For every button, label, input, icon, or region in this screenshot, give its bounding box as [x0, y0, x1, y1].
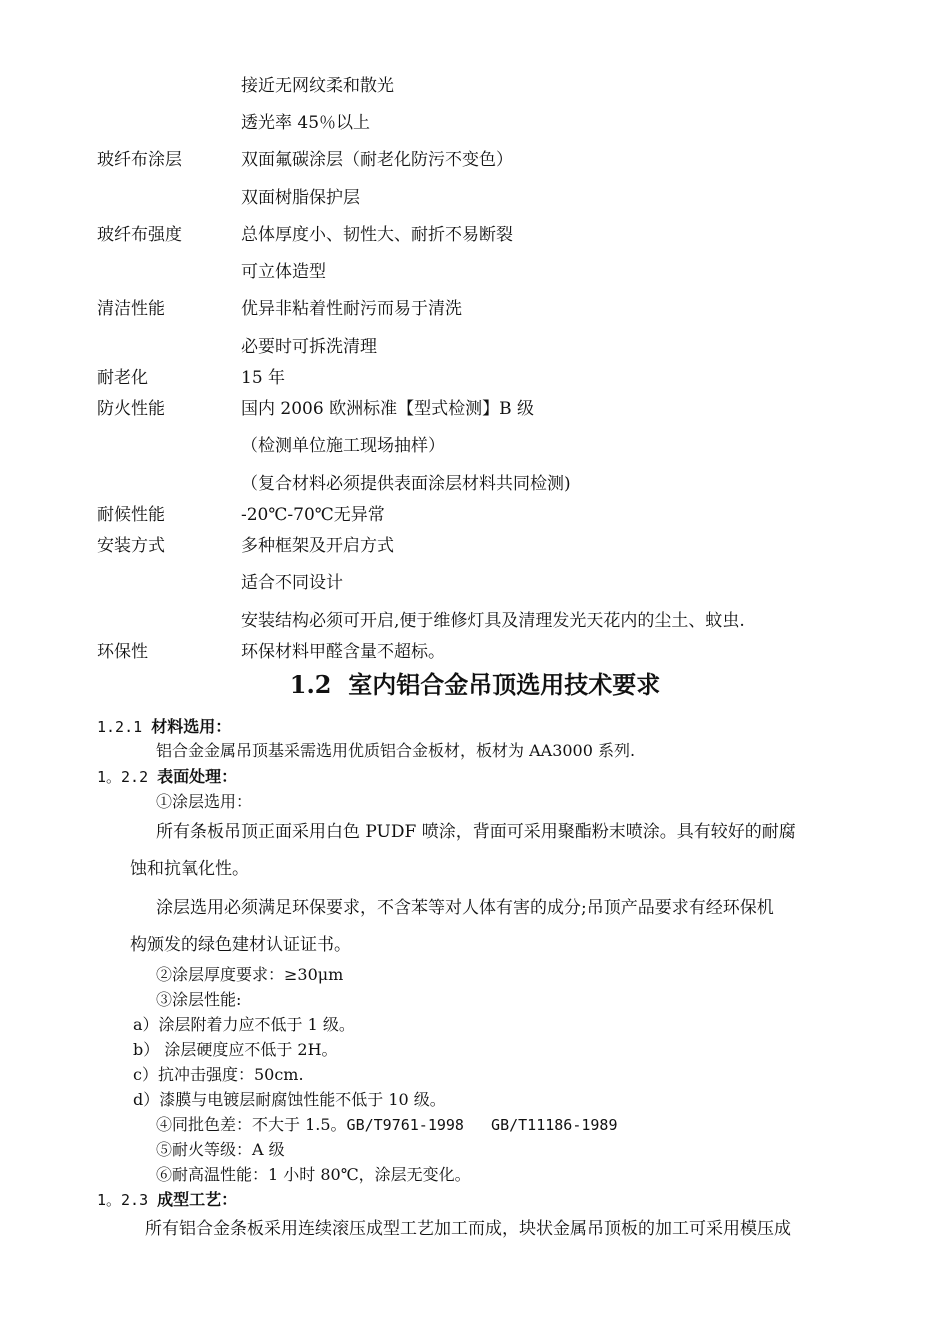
standard-codes: GB/T9761-1998 GB/T11186-1989: [346, 1116, 618, 1134]
spec-value: 接近无网纹柔和散光: [241, 76, 394, 96]
subsection-title: 成型工艺：: [157, 1190, 238, 1209]
spec-value: 15 年: [241, 368, 286, 388]
paragraph: 蚀和抗氧化性。: [130, 859, 249, 879]
subsection-number: 1.2.1: [97, 718, 143, 736]
spec-label: 玻纤布涂层: [97, 150, 182, 170]
spec-value: 多种框架及开启方式: [241, 536, 394, 556]
spec-value: 可立体造型: [241, 262, 326, 282]
paragraph: 涂层选用必须满足环保要求，不含苯等对人体有害的成分;吊顶产品要求有经环保机: [156, 898, 774, 918]
subsection-heading-122: [97, 766, 237, 788]
spec-value: 总体厚度小、韧性大、耐折不易断裂: [241, 225, 513, 245]
spec-label: 安装方式: [97, 536, 165, 556]
spec-value: 必要时可拆洗清理: [241, 337, 377, 357]
section-heading: [0, 670, 950, 700]
subsection-heading-123: [97, 1189, 237, 1211]
spec-value: -20℃-70℃无异常: [241, 505, 385, 525]
list-item: ①涂层选用：: [156, 792, 253, 811]
list-item-text: ④同批色差：不大于 1.5。: [156, 1115, 347, 1134]
list-item: ⑥耐高温性能：1 小时 80℃，涂层无变化。: [156, 1165, 471, 1184]
spec-label: 耐候性能: [97, 505, 165, 525]
list-item: d）漆膜与电镀层耐腐蚀性能不低于 10 级。: [133, 1090, 446, 1109]
paragraph: 所有条板吊顶正面采用白色 PUDF 喷涂，背面可采用聚酯粉末喷涂。具有较好的耐腐: [156, 822, 796, 842]
subsection-heading-121: [97, 716, 231, 738]
spec-value: 透光率 45％以上: [241, 113, 371, 133]
subsection-title: 表面处理：: [157, 767, 238, 786]
list-item: b） 涂层硬度应不低于 2H。: [133, 1040, 338, 1059]
spec-value: 双面树脂保护层: [241, 188, 360, 208]
spec-value: 安装结构必须可开启,便于维修灯具及清理发光天花内的尘土、蚊虫.: [241, 611, 745, 631]
spec-value: 国内 2006 欧洲标准【型式检测】B 级: [241, 399, 534, 419]
list-item: ⑤耐火等级：A 级: [156, 1140, 285, 1159]
section-number: 1.2: [289, 670, 332, 699]
spec-value: 环保材料甲醛含量不超标。: [241, 642, 445, 662]
spec-value: 适合不同设计: [241, 573, 343, 593]
subsection-number: 1。2.2: [97, 768, 149, 786]
spec-label: 环保性: [97, 642, 148, 662]
spec-label: 耐老化: [97, 368, 148, 388]
spec-value: 优异非粘着性耐污而易于清洗: [241, 299, 462, 319]
list-item: c）抗冲击强度：50cm.: [133, 1065, 304, 1084]
list-item: ③涂层性能:: [156, 990, 242, 1009]
section-title: 室内铝合金吊顶选用技术要求: [348, 670, 661, 699]
subsection-number: 1。2.3: [97, 1191, 149, 1209]
spec-value: （复合材料必须提供表面涂层材料共同检测): [241, 474, 571, 494]
spec-label: 清洁性能: [97, 299, 165, 319]
spec-label: 防火性能: [97, 399, 165, 419]
paragraph: 所有铝合金条板采用连续滚压成型工艺加工而成，块状金属吊顶板的加工可采用模压成: [145, 1219, 791, 1239]
list-item: [156, 1114, 617, 1136]
paragraph: 铝合金金属吊顶基采需选用优质铝合金板材，板材为 AA3000 系列.: [156, 741, 636, 760]
list-item: a）涂层附着力应不低于 1 级。: [133, 1015, 355, 1034]
subsection-title: 材料选用：: [151, 717, 232, 736]
spec-value: （检测单位施工现场抽样）: [241, 436, 445, 456]
spec-label: 玻纤布强度: [97, 225, 182, 245]
paragraph: 构颁发的绿色建材认证证书。: [130, 935, 351, 955]
list-item: ②涂层厚度要求：≥30μm: [156, 965, 344, 984]
spec-value: 双面氟碳涂层（耐老化防污不变色）: [241, 150, 513, 170]
